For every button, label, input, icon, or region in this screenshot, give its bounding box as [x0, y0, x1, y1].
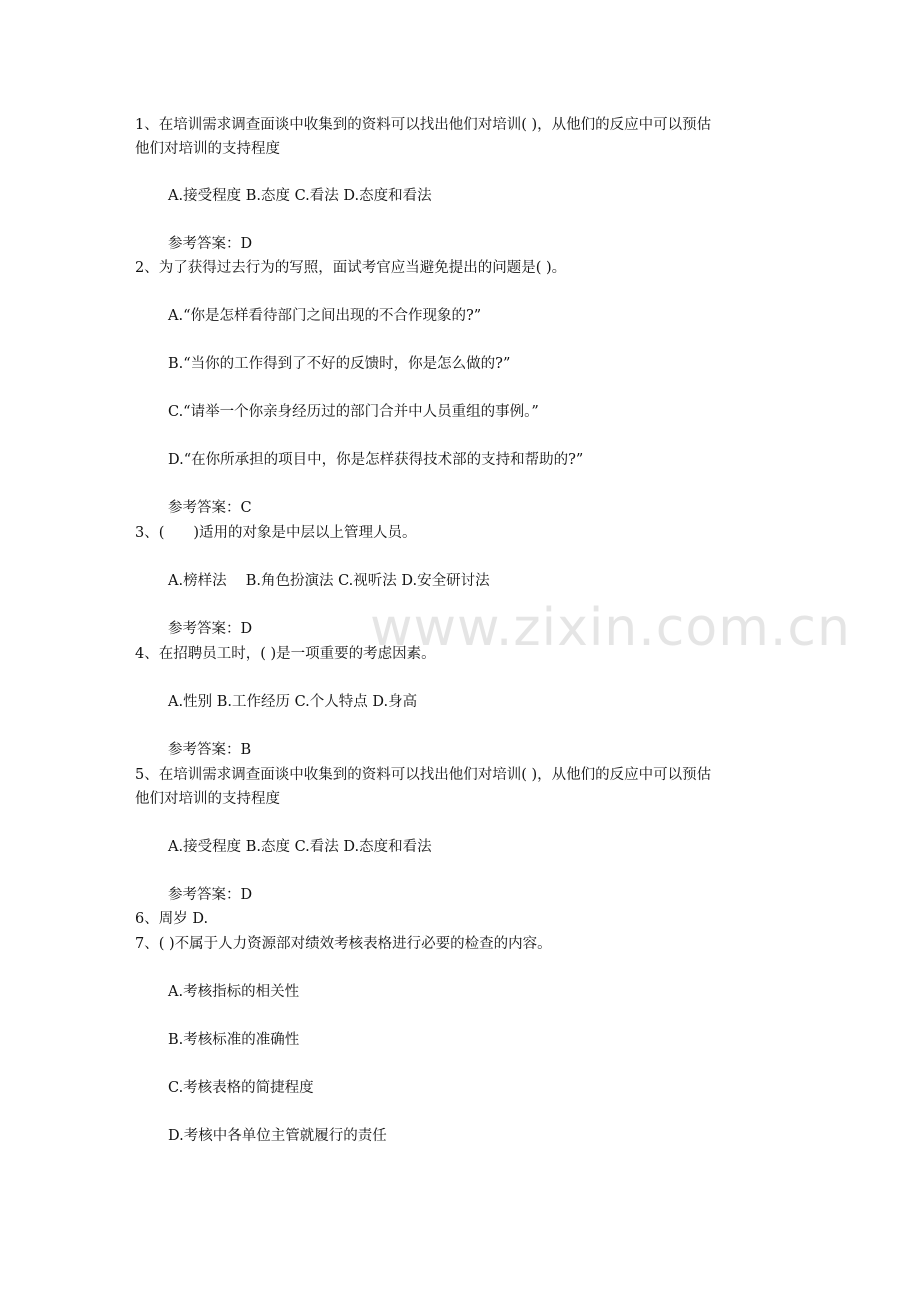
question-7-option-c: C.考核表格的简捷程度 — [168, 1080, 314, 1096]
question-5-answer: 参考答案：D — [168, 887, 253, 903]
question-1-stem-line1: 1、在培训需求调查面谈中收集到的资料可以找出他们对培训( )，从他们的反应中可以预估 — [135, 117, 712, 133]
watermark-text: www.zixin.com.cn — [370, 598, 851, 658]
question-3-options: A.榜样法 B.角色扮演法 C.视听法 D.安全研讨法 — [168, 573, 490, 589]
question-2-answer: 参考答案：C — [168, 500, 252, 516]
question-7-option-d: D.考核中各单位主管就履行的责任 — [168, 1128, 387, 1144]
question-6-stem: 6、周岁 D. — [135, 911, 209, 927]
question-4-answer: 参考答案：B — [168, 742, 252, 758]
question-5-options: A.接受程度 B.态度 C.看法 D.态度和看法 — [168, 839, 432, 855]
question-1-stem-line2: 他们对培训的支持程度 — [135, 141, 280, 157]
question-1-answer: 参考答案：D — [168, 236, 253, 252]
question-2-option-b: B.“当你的工作得到了不好的反馈时，你是怎么做的?” — [168, 356, 511, 372]
question-5-stem-line1: 5、在培训需求调查面谈中收集到的资料可以找出他们对培训( )，从他们的反应中可以预估 — [135, 767, 712, 783]
question-2-option-d: D.“在你所承担的项目中，你是怎样获得技术部的支持和帮助的?” — [168, 452, 584, 468]
question-7-option-a: A.考核指标的相关性 — [168, 984, 300, 1000]
question-4-options: A.性别 B.工作经历 C.个人特点 D.身高 — [168, 694, 418, 710]
question-2-option-c: C.“请举一个你亲身经历过的部门合并中人员重组的事例。” — [168, 404, 539, 420]
question-2-stem: 2、为了获得过去行为的写照，面试考官应当避免提出的问题是( )。 — [135, 260, 567, 276]
question-2-option-a: A.“你是怎样看待部门之间出现的不合作现象的?” — [168, 308, 482, 324]
question-7-option-b: B.考核标准的准确性 — [168, 1032, 300, 1048]
question-1-options: A.接受程度 B.态度 C.看法 D.态度和看法 — [168, 188, 432, 204]
question-3-stem: 3、( )适用的对象是中层以上管理人员。 — [135, 525, 417, 541]
question-5-stem-line2: 他们对培训的支持程度 — [135, 791, 280, 807]
question-7-stem: 7、( )不属于人力资源部对绩效考核表格进行必要的检查的内容。 — [135, 936, 552, 952]
question-3-answer: 参考答案：D — [168, 621, 253, 637]
question-4-stem: 4、在招聘员工时，( )是一项重要的考虑因素。 — [135, 646, 436, 662]
